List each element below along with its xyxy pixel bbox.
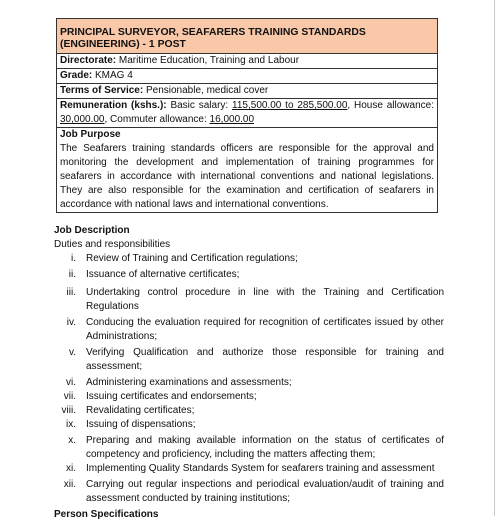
grade-row xyxy=(57,69,437,84)
duty-item xyxy=(54,376,444,390)
duties-subheading: Duties and responsibilities xyxy=(54,239,171,250)
house-allowance-label: , House allowance: xyxy=(347,100,434,111)
job-purpose-text: The Seafarers training standards officers are responsible for the approval and monitoring the development and implementation of training programmes for seafarers in accordance with international conventions and national legislations. They are also responsible for the examination and certification of seafarers in accordance with national laws and international conventions. xyxy=(60,143,434,210)
duty-item xyxy=(54,462,444,476)
job-description-heading: Job Description xyxy=(54,225,130,236)
remuneration-label: Remuneration (kshs.): xyxy=(60,100,167,111)
duty-item xyxy=(54,404,444,418)
remuneration-row xyxy=(57,99,437,128)
duty-text: Carrying out regular inspections and periodical evaluation/audit of training and assessment conducted by training institutions; xyxy=(86,479,444,504)
duty-number: i. xyxy=(71,253,76,264)
duty-text: Undertaking control procedure in line with the Training and Certification Regulations xyxy=(86,287,444,312)
duty-item xyxy=(54,252,444,266)
duty-item xyxy=(54,478,444,506)
job-purpose-heading: Job Purpose xyxy=(60,129,121,140)
basic-salary-value: 115,500.00 to 285,500.00 xyxy=(232,100,348,111)
duty-text: Issuing certificates and endorsements; xyxy=(86,391,257,402)
page-edge xyxy=(494,0,495,516)
duty-number: ii. xyxy=(68,269,76,280)
person-specifications-heading: Person Specifications xyxy=(54,509,159,520)
house-allowance-value: 30,000.00 xyxy=(60,114,105,125)
duty-text: Review of Training and Certification regulations; xyxy=(86,253,298,264)
duty-item xyxy=(54,286,444,314)
duty-text: Preparing and making available information on the status of certificates of competency and proficiency, including the matters affecting them; xyxy=(86,435,444,460)
duty-number: vii. xyxy=(63,391,76,402)
duty-number: viii. xyxy=(61,405,76,416)
duty-item xyxy=(54,316,444,344)
duty-number: iii. xyxy=(66,287,76,298)
duty-text: Issuing of dispensations; xyxy=(86,419,196,430)
duty-number: iv. xyxy=(66,317,76,328)
job-summary-box xyxy=(56,18,438,213)
commuter-allowance-value: 16,000.00 xyxy=(209,114,255,125)
commuter-allowance-label: , Commuter allowance: xyxy=(104,114,210,125)
directorate-value: Maritime Education, Training and Labour xyxy=(116,55,300,66)
duty-number: vi. xyxy=(66,377,76,388)
duties-list xyxy=(54,252,444,506)
duty-number: xi. xyxy=(66,463,76,474)
duty-item xyxy=(54,390,444,404)
duty-item xyxy=(54,268,444,282)
grade-label: Grade: xyxy=(60,70,93,81)
duty-number: xii. xyxy=(63,479,76,490)
terms-value: Pensionable, medical cover xyxy=(143,85,269,96)
duty-text: Verifying Qualification and authorize those responsible for training and assessment; xyxy=(86,347,444,372)
duty-text: Issuance of alternative certificates; xyxy=(86,269,240,280)
duty-item xyxy=(54,434,444,462)
terms-label: Terms of Service: xyxy=(60,85,144,96)
duty-number: v. xyxy=(68,347,76,358)
duty-text: Revalidating certificates; xyxy=(86,405,195,416)
job-description-section xyxy=(54,224,444,506)
basic-salary-label: Basic salary: xyxy=(166,100,233,111)
duty-text: Implementing Quality Standards System for seafarers training and assessment xyxy=(86,463,435,474)
directorate-label: Directorate: xyxy=(60,55,117,66)
duty-item xyxy=(54,418,444,432)
duty-item xyxy=(54,346,444,374)
duty-text: Conducing the evaluation required for recognition of certificates issued by other Administrations; xyxy=(86,317,444,342)
job-purpose-section xyxy=(57,128,437,212)
terms-row xyxy=(57,84,437,99)
duty-text: Administering examinations and assessments; xyxy=(86,377,292,388)
duty-number: x. xyxy=(68,435,76,446)
directorate-row xyxy=(57,54,437,69)
grade-value: KMAG 4 xyxy=(92,70,133,81)
duty-number: ix. xyxy=(66,419,76,430)
post-title: PRINCIPAL SURVEYOR, SEAFARERS TRAINING STANDARDS (ENGINEERING) - 1 POST xyxy=(57,19,437,54)
